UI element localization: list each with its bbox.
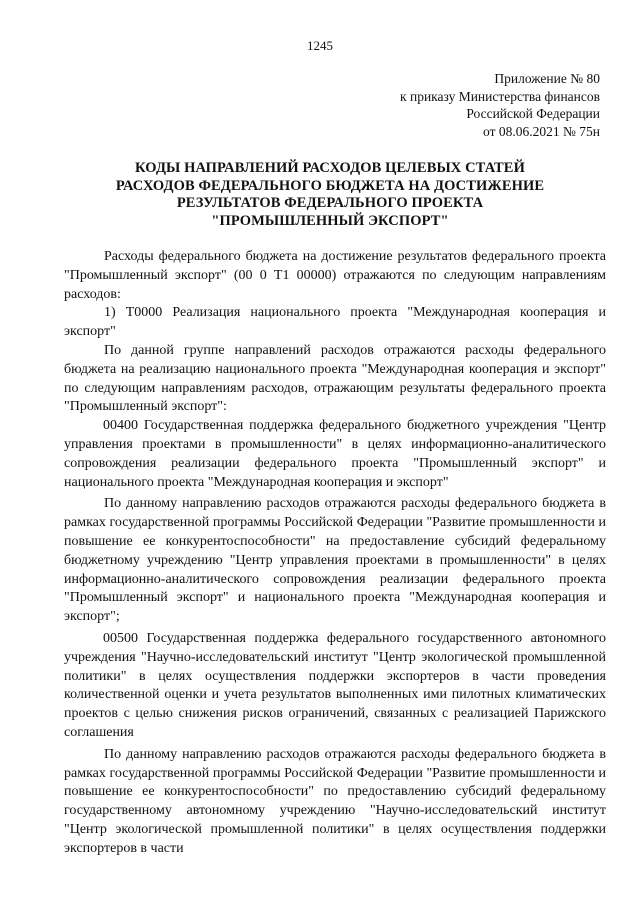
paragraph: 00500 Государственная поддержка федерального государственного автономного учреждения "Научно-исследовательский институт "Центр экологической промышленной политики" в целях осуществления поддержки экспортеров в части проведения количественной оценки и учета результатов выполненных ими пилотных климатических проектов с целью снижения рисков ограничений, связанных с реализацией Парижского соглашения bbox=[64, 630, 606, 740]
paragraph: 1) Т0000 Реализация национального проекта "Международная кооперация и экспорт" bbox=[64, 305, 606, 340]
appendix-line: от 08.06.2021 № 75н bbox=[483, 123, 600, 139]
appendix-line: Российской Федерации bbox=[466, 106, 600, 121]
appendix-header bbox=[400, 70, 600, 140]
paragraph: По данной группе направлений расходов отражаются расходы федерального бюджета на реализацию национального проекта "Международная кооперация и экспорт" по следующим направлениям расходов, отражающим результаты федерального проекта "Промышленный экспорт": bbox=[64, 342, 606, 415]
paragraph: 00400 Государственная поддержка федерального бюджетного учреждения "Центр управления проектами в промышленности" в целях информационно-аналитического сопровождения реализации федерального проекта "Промышленный экспорт" и национального проекта "Международная кооперация и экспорт" bbox=[64, 418, 606, 490]
title-line: РАСХОДОВ ФЕДЕРАЛЬНОГО БЮДЖЕТА НА ДОСТИЖЕНИЕ bbox=[115, 177, 545, 194]
paragraph: По данному направлению расходов отражаются расходы федерального бюджета в рамках государственной программы Российской Федерации "Развитие промышленности и повышение ее конкурентоспособности" на предоставление субсидий федеральному бюджетному учреждению "Центр управления проектами в промышленности" в целях информационно-аналитического сопровождения реализации федерального проекта "Промышленный экспорт" и национального проекта "Международная кооперация и экспорт"; bbox=[64, 496, 606, 625]
appendix-line: Приложение № 80 bbox=[494, 71, 600, 86]
document-title bbox=[64, 160, 596, 230]
paragraph: По данному направлению расходов отражаются расходы федерального бюджета в рамках государственной программы Российской Федерации "Развитие промышленности и повышение ее конкурентоспособности" по предоставлению субсидий федеральному государственному автономному учреждению "Научно-исследовательский институт "Центр экологической промышленной политики" в целях осуществления поддержки экспортеров в части bbox=[64, 746, 606, 856]
page-number: 1245 bbox=[307, 38, 333, 53]
title-line: "ПРОМЫШЛЕННЫЙ ЭКСПОРТ" bbox=[211, 212, 449, 229]
paragraph: Расходы федерального бюджета на достижение результатов федерального проекта "Промышленный экспорт" (00 0 Т1 00000) отражаются по следующим направлениям расходов: bbox=[64, 249, 606, 302]
document-body bbox=[64, 248, 606, 859]
title-line: РЕЗУЛЬТАТОВ ФЕДЕРАЛЬНОГО ПРОЕКТА bbox=[176, 195, 484, 211]
appendix-line: к приказу Министерства финансов bbox=[400, 88, 600, 104]
title-line: КОДЫ НАПРАВЛЕНИЙ РАСХОДОВ ЦЕЛЕВЫХ СТАТЕЙ bbox=[135, 160, 525, 176]
